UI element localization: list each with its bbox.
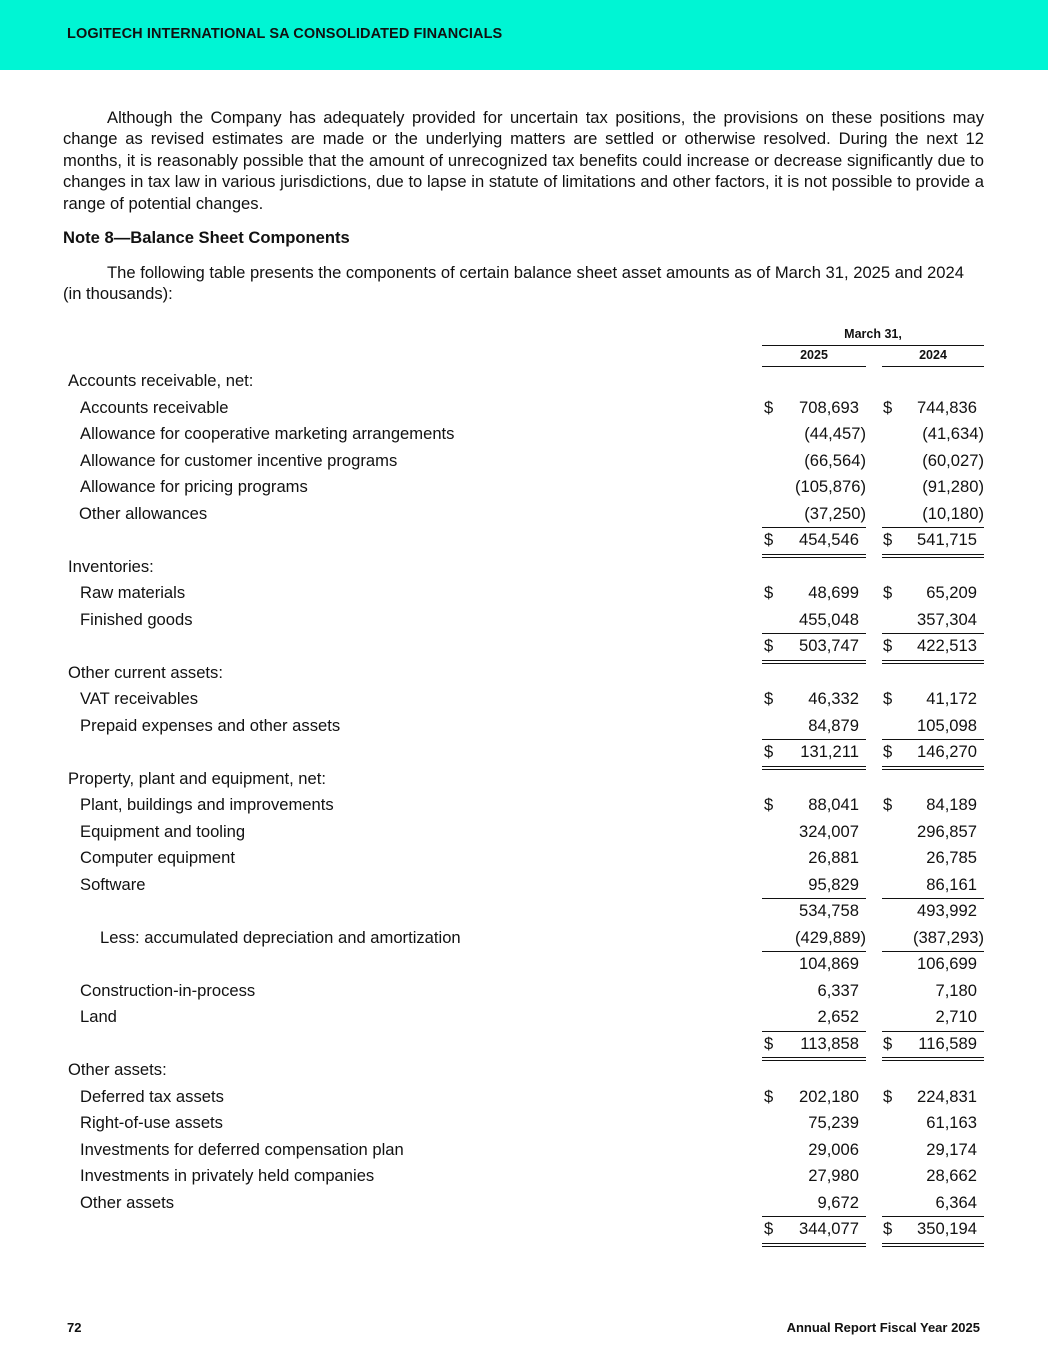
amount-2025: 29,006 bbox=[808, 1139, 859, 1159]
row-label: Allowance for pricing programs bbox=[80, 477, 308, 496]
amount-2024: 116,589 bbox=[918, 1033, 977, 1053]
table-row bbox=[0, 477, 1048, 504]
amount-2025: (105,876) bbox=[794, 477, 866, 496]
currency-symbol-2024: $ bbox=[883, 397, 893, 417]
period-header-rule bbox=[762, 345, 984, 346]
amount-2025: (44,457) bbox=[804, 424, 866, 443]
amount-2024: 350,194 bbox=[917, 1219, 977, 1238]
row-label: Accounts receivable bbox=[80, 397, 229, 417]
currency-symbol-2025: $ bbox=[764, 530, 774, 549]
intro-paragraph: Although the Company has adequately provided for uncertain tax positions, the provisions on these positions may change as revised estimates are made or the underlying matters are settled or otherwise resolved. During the next 12 months, it is reasonably possible that the amount of unrecognized tax benefits could increase or decrease significantly due to changes in tax law in various jurisdictions, due to lapse in statute of limitations and other factors, it is not possible to provide a range of potential changes. bbox=[63, 108, 984, 213]
row-label: Property, plant and equipment, net: bbox=[68, 768, 326, 788]
column-header-rule-2025 bbox=[762, 366, 866, 367]
subtotal-rule-2025 bbox=[762, 739, 866, 740]
row-label: Allowance for cooperative marketing arrangements bbox=[80, 424, 455, 443]
amount-2024: 493,992 bbox=[917, 901, 977, 920]
amount-2025: 84,879 bbox=[808, 715, 859, 735]
amount-2024: 2,710 bbox=[935, 1007, 977, 1026]
amount-2024: 106,699 bbox=[917, 954, 977, 973]
row-label: Construction-in-process bbox=[80, 980, 256, 1000]
subtotal-rule-2024 bbox=[882, 951, 984, 952]
table-row bbox=[0, 1087, 1048, 1114]
amount-2025: 2,652 bbox=[817, 1007, 859, 1026]
note-paragraph: The following table presents the components of certain balance sheet asset amounts as of March 31, 2025 and 2024 (in thousands): bbox=[63, 263, 964, 304]
row-label: VAT receivables bbox=[80, 689, 199, 708]
currency-symbol-2025: $ bbox=[764, 636, 774, 655]
amount-2025: 104,869 bbox=[799, 954, 859, 973]
amount-2024: 224,831 bbox=[917, 1086, 977, 1106]
table-row bbox=[0, 901, 1048, 928]
table-row bbox=[0, 1166, 1048, 1193]
amount-2024: 28,662 bbox=[926, 1166, 977, 1185]
currency-symbol-2025: $ bbox=[764, 795, 774, 814]
amount-2025: 9,672 bbox=[817, 1192, 859, 1212]
amount-2025: 454,546 bbox=[799, 530, 859, 549]
row-label: Prepaid expenses and other assets bbox=[80, 715, 341, 735]
amount-2025: 131,211 bbox=[800, 742, 859, 761]
amount-2024: 296,857 bbox=[917, 821, 977, 841]
amount-2025: (37,250) bbox=[804, 503, 866, 523]
amount-2025: (429,889) bbox=[794, 927, 866, 947]
row-label: Deferred tax assets bbox=[80, 1086, 224, 1106]
amount-2025: 6,337 bbox=[817, 980, 859, 1000]
amount-2024: (387,293) bbox=[912, 927, 984, 947]
row-label: Accounts receivable, net: bbox=[68, 371, 254, 390]
currency-symbol-2025: $ bbox=[764, 1033, 774, 1053]
amount-2024: (60,027) bbox=[922, 450, 984, 470]
table-row bbox=[0, 689, 1048, 716]
row-label: Other assets bbox=[80, 1192, 175, 1212]
section-header-row bbox=[0, 1060, 1048, 1087]
subtotal-rule-2025 bbox=[762, 898, 866, 899]
subtotal-rule-2025 bbox=[762, 633, 866, 634]
currency-symbol-2025: $ bbox=[764, 397, 774, 417]
section-header-row bbox=[0, 663, 1048, 690]
column-header-2024: 2024 bbox=[919, 348, 947, 362]
subtotal-rule-2024 bbox=[882, 633, 984, 634]
amount-2025: 534,758 bbox=[799, 901, 859, 920]
total-double-rule-2024 bbox=[882, 1243, 984, 1247]
row-label: Right-of-use assets bbox=[80, 1113, 223, 1132]
subtotal-rule-2025 bbox=[762, 1031, 866, 1032]
amount-2024: 541,715 bbox=[917, 530, 977, 549]
amount-2024: 29,174 bbox=[926, 1139, 977, 1159]
row-label: Computer equipment bbox=[80, 848, 235, 867]
period-header: March 31, bbox=[844, 327, 902, 341]
row-label: Other assets: bbox=[68, 1060, 167, 1079]
amount-2024: 422,513 bbox=[917, 636, 977, 655]
subtotal-rule-2024 bbox=[882, 1216, 984, 1217]
row-label: Other allowances bbox=[79, 503, 208, 523]
amount-2025: 26,881 bbox=[808, 848, 859, 867]
subtotal-rule-2025 bbox=[762, 951, 866, 952]
row-label: Finished goods bbox=[80, 609, 193, 629]
amount-2025: 88,041 bbox=[808, 795, 859, 814]
header-band bbox=[0, 0, 1048, 70]
section-header-row bbox=[0, 557, 1048, 584]
currency-symbol-2024: $ bbox=[883, 1219, 893, 1238]
amount-2024: 146,270 bbox=[917, 742, 977, 761]
currency-symbol-2025: $ bbox=[764, 1086, 774, 1106]
subtotal-rule-2025 bbox=[762, 1216, 866, 1217]
table-row bbox=[0, 1140, 1048, 1167]
amount-2024: 26,785 bbox=[926, 848, 977, 867]
subtotal-rule-2024 bbox=[882, 739, 984, 740]
currency-symbol-2024: $ bbox=[883, 1033, 893, 1053]
table-row bbox=[0, 583, 1048, 610]
amount-2024: 41,172 bbox=[926, 689, 977, 708]
column-header-2025: 2025 bbox=[800, 348, 828, 362]
table-row bbox=[0, 848, 1048, 875]
amount-2024: 744,836 bbox=[917, 397, 977, 417]
subtotal-rule-2024 bbox=[882, 898, 984, 899]
currency-symbol-2024: $ bbox=[883, 742, 893, 761]
page-number: 72 bbox=[67, 1320, 82, 1335]
row-label: Investments for deferred compensation plan bbox=[80, 1139, 404, 1159]
amount-2025: 202,180 bbox=[799, 1086, 859, 1106]
amount-2025: 113,858 bbox=[800, 1033, 859, 1053]
amount-2024: 6,364 bbox=[935, 1192, 977, 1212]
subtotal-rule-2024 bbox=[882, 1031, 984, 1032]
section-header-row bbox=[0, 371, 1048, 398]
row-label: Software bbox=[80, 874, 146, 894]
row-label: Inventories: bbox=[68, 556, 154, 576]
amount-2024: 7,180 bbox=[935, 980, 977, 1000]
amount-2024: (10,180) bbox=[922, 503, 984, 523]
currency-symbol-2024: $ bbox=[883, 795, 893, 814]
subtotal-rule-2025 bbox=[762, 527, 866, 528]
amount-2024: 65,209 bbox=[926, 583, 977, 602]
amount-2025: 27,980 bbox=[808, 1166, 859, 1185]
row-label: Plant, buildings and improvements bbox=[80, 795, 334, 814]
table-row bbox=[0, 822, 1048, 849]
amount-2025: 46,332 bbox=[808, 689, 859, 708]
amount-2025: 503,747 bbox=[799, 636, 859, 655]
table-row bbox=[0, 424, 1048, 451]
row-label: Raw materials bbox=[80, 583, 186, 602]
amount-2025: 48,699 bbox=[808, 583, 859, 602]
table-row bbox=[0, 398, 1048, 425]
currency-symbol-2024: $ bbox=[883, 583, 893, 602]
amount-2024: (41,634) bbox=[922, 424, 984, 443]
currency-symbol-2024: $ bbox=[883, 530, 893, 549]
row-label: Investments in privately held companies bbox=[80, 1166, 375, 1185]
section-header-row bbox=[0, 769, 1048, 796]
amount-2024: 86,161 bbox=[926, 874, 977, 894]
total-double-rule-2025 bbox=[762, 1243, 866, 1247]
row-label: Less: accumulated depreciation and amortization bbox=[100, 927, 461, 947]
amount-2024: 61,163 bbox=[926, 1113, 977, 1132]
amount-2024: 357,304 bbox=[917, 609, 977, 629]
amount-2025: 344,077 bbox=[799, 1219, 859, 1238]
row-label: Other current assets: bbox=[68, 662, 223, 682]
currency-symbol-2024: $ bbox=[883, 636, 893, 655]
table-row bbox=[0, 795, 1048, 822]
amount-2025: 455,048 bbox=[799, 609, 859, 629]
row-label: Land bbox=[80, 1007, 117, 1026]
amount-2025: (66,564) bbox=[804, 450, 866, 470]
row-label: Equipment and tooling bbox=[80, 821, 246, 841]
table-row bbox=[0, 1113, 1048, 1140]
note-heading: Note 8—Balance Sheet Components bbox=[63, 228, 350, 247]
table-row bbox=[0, 954, 1048, 981]
currency-symbol-2024: $ bbox=[883, 1086, 893, 1106]
footer-report-title: Annual Report Fiscal Year 2025 bbox=[786, 1320, 980, 1335]
table-row bbox=[0, 981, 1048, 1008]
subtotal-rule-2024 bbox=[882, 527, 984, 528]
amount-2025: 324,007 bbox=[799, 821, 859, 841]
table-row bbox=[0, 451, 1048, 478]
amount-2025: 75,239 bbox=[808, 1113, 859, 1132]
currency-symbol-2025: $ bbox=[764, 583, 774, 602]
amount-2024: (91,280) bbox=[922, 477, 984, 496]
page-header-title: LOGITECH INTERNATIONAL SA CONSOLIDATED FINANCIALS bbox=[67, 26, 503, 42]
amount-2024: 105,098 bbox=[917, 715, 977, 735]
currency-symbol-2025: $ bbox=[764, 1219, 774, 1238]
currency-symbol-2025: $ bbox=[764, 742, 774, 761]
amount-2025: 95,829 bbox=[808, 874, 859, 894]
currency-symbol-2025: $ bbox=[764, 689, 774, 708]
row-label: Allowance for customer incentive programs bbox=[80, 450, 398, 470]
column-header-rule-2024 bbox=[882, 366, 984, 367]
amount-2024: 84,189 bbox=[926, 795, 977, 814]
currency-symbol-2024: $ bbox=[883, 689, 893, 708]
amount-2025: 708,693 bbox=[799, 397, 859, 417]
